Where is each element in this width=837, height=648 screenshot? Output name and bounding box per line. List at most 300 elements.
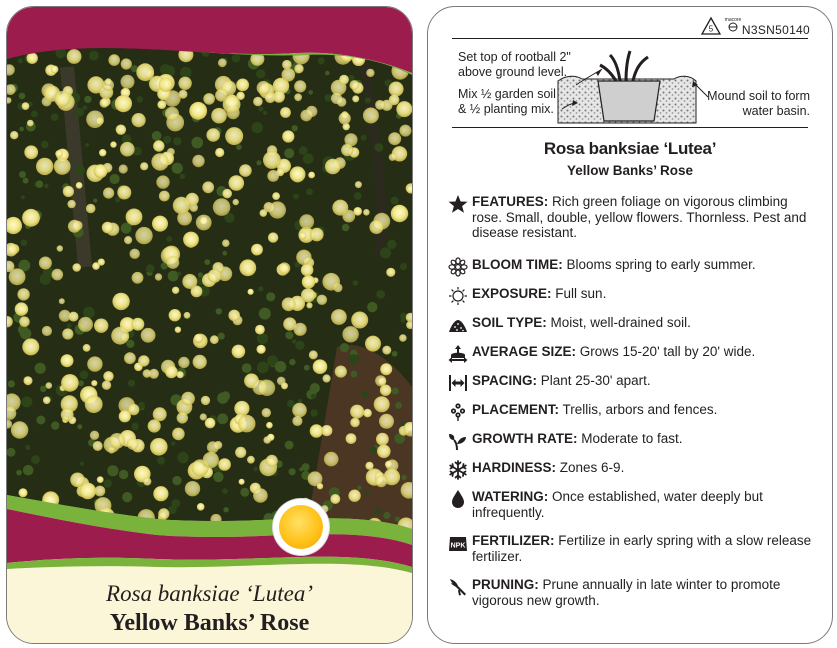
divider-bottom [452, 127, 808, 128]
feature-label: SPACING: [472, 373, 538, 388]
feature-text [472, 431, 820, 447]
rose-bloom [100, 98, 109, 107]
rose-bloom [61, 374, 79, 392]
foliage-speck [173, 137, 181, 145]
rose-bloom [151, 153, 168, 170]
foliage-speck [172, 476, 181, 485]
foliage-speck [35, 363, 46, 374]
feature-text [472, 257, 820, 273]
foliage-speck [292, 125, 298, 131]
rose-bloom [386, 268, 395, 277]
rose-bloom [355, 181, 362, 188]
rose-bloom [253, 488, 268, 503]
foliage-speck [19, 171, 26, 178]
rose-bloom [61, 408, 74, 421]
feature-text [472, 373, 820, 389]
rose-bloom [389, 154, 396, 161]
rose-bloom [181, 392, 195, 406]
foliage-speck [107, 465, 118, 476]
rose-bloom [189, 102, 207, 120]
rose-bloom [239, 164, 252, 177]
rose-bloom [352, 95, 359, 102]
feature-text [472, 286, 820, 302]
foliage-speck [306, 188, 313, 195]
foliage-speck [80, 462, 84, 466]
rose-bloom [102, 79, 114, 91]
rose-bloom [17, 288, 29, 300]
rose-bloom [165, 107, 179, 121]
foliage-speck [21, 239, 28, 246]
foliage-speck [308, 90, 313, 95]
foliage-speck [340, 343, 349, 352]
rootball-note-line1: Set top of rootball 2" [458, 50, 571, 64]
soil-mix-note-line2: & ½ planting mix. [458, 102, 554, 116]
recycle-number: 5 [708, 24, 714, 34]
rose-bloom [299, 214, 314, 229]
rose-bloom [159, 78, 173, 92]
foliage-speck [240, 488, 249, 497]
foliage-speck [275, 361, 286, 372]
rose-bloom [193, 355, 207, 369]
rose-bloom [350, 418, 360, 428]
front-common-name: Yellow Banks’ Rose [109, 610, 310, 636]
rose-bloom [85, 395, 103, 413]
rose-bloom [257, 345, 266, 354]
foliage-speck [257, 333, 268, 344]
foliage-speck [299, 467, 303, 471]
rose-bloom [369, 220, 383, 234]
snowflake-icon [448, 460, 468, 480]
feature-label: PLACEMENT: [472, 402, 559, 417]
feature-value: Once established, water deeply but infrequently. [472, 489, 763, 520]
feature-value: Prune annually in late winter to promote vigorous new growth. [472, 577, 781, 608]
rose-bloom [208, 269, 222, 283]
foliage-speck [137, 96, 143, 102]
rose-bloom [117, 186, 131, 200]
rose-bloom [215, 148, 224, 157]
water-drop-icon [448, 489, 468, 509]
rose-bloom [253, 380, 268, 395]
foliage-speck [374, 508, 381, 515]
rose-bloom [313, 359, 328, 374]
rose-bloom [22, 102, 30, 110]
brand-mark-text: macore [724, 17, 742, 23]
rose-bloom [236, 79, 249, 92]
foliage-speck [392, 351, 398, 357]
foliage-speck [89, 51, 99, 61]
rose-bloom [306, 302, 312, 308]
foliage-speck [222, 488, 228, 494]
rose-bloom [253, 97, 263, 107]
foliage-speck [172, 163, 183, 174]
rose-bloom [280, 107, 291, 118]
sun-icon [448, 286, 468, 306]
rose-bloom [282, 297, 296, 311]
foliage-speck [223, 507, 228, 512]
foliage-speck [311, 394, 316, 399]
rose-bloom [115, 95, 132, 112]
rose-bloom [210, 335, 219, 344]
foliage-speck [104, 479, 112, 487]
foliage-speck [217, 413, 228, 424]
foliage-speck [257, 362, 269, 374]
rose-bloom [108, 54, 120, 66]
rose-bloom [69, 312, 79, 322]
foliage-speck [78, 380, 84, 386]
rose-bloom [54, 91, 70, 107]
foliage-speck [166, 236, 172, 242]
feature-text [472, 577, 820, 608]
rose-bloom [39, 257, 52, 270]
rose-bloom [203, 93, 215, 105]
foliage-speck [128, 380, 135, 387]
front-latin-name: Rosa banksiae ‘Lutea’ [106, 581, 313, 606]
rose-bloom [399, 334, 407, 342]
foliage-speck [36, 416, 45, 425]
foliage-speck [392, 387, 399, 394]
rose-bloom [239, 259, 256, 276]
foliage-speck [131, 423, 139, 431]
rose-bloom [196, 215, 212, 231]
rose-bloom [218, 458, 231, 471]
feature-label: BLOOM TIME: [472, 257, 563, 272]
rose-bloom [36, 158, 53, 175]
foliage-speck [75, 108, 84, 117]
rose-bloom [380, 385, 391, 396]
rose-bloom [54, 158, 71, 175]
foliage-speck [401, 475, 407, 481]
mound-note-line2: water basin. [742, 104, 810, 118]
rose-bloom [57, 245, 63, 251]
rose-bloom [124, 352, 136, 364]
rose-bloom [15, 302, 28, 315]
rose-bloom [103, 371, 113, 381]
foliage-speck [18, 58, 23, 63]
rose-bloom [382, 346, 391, 355]
feature-value: Full sun. [555, 286, 607, 301]
rose-bloom [177, 412, 188, 423]
foliage-speck [400, 263, 407, 270]
rootball-note-line2: above ground level. [458, 65, 568, 79]
rose-bloom [203, 452, 219, 468]
foliage-speck [370, 446, 377, 453]
rose-bloom [263, 151, 281, 169]
rose-bloom [251, 244, 263, 256]
feature-value: Plant 25-30' apart. [540, 373, 651, 388]
rose-bloom [229, 175, 245, 191]
rose-bloom [42, 326, 52, 336]
rose-bloom [24, 376, 33, 385]
rose-bloom [376, 433, 389, 446]
rose-bloom [292, 416, 302, 426]
rose-bloom [153, 486, 168, 501]
foliage-speck [289, 359, 295, 365]
rose-bloom [294, 64, 303, 73]
foliage-speck [258, 286, 263, 291]
foliage-speck [21, 195, 25, 199]
rose-bloom [46, 382, 53, 389]
foliage-speck [357, 486, 361, 490]
rose-bloom [10, 131, 18, 139]
rose-bloom [351, 312, 368, 329]
foliage-speck [391, 197, 399, 205]
rose-bloom [380, 363, 392, 375]
feature-value: Moderate to fast. [581, 431, 683, 446]
foliage-speck [213, 472, 223, 482]
rose-bloom [143, 369, 152, 378]
rose-bloom [152, 216, 168, 232]
rose-bloom [309, 350, 318, 359]
rose-bloom [194, 334, 203, 343]
foliage-speck [171, 441, 175, 445]
foliage-speck [293, 194, 299, 200]
rose-bloom [324, 452, 339, 467]
rose-bloom [70, 473, 85, 488]
rose-bloom [213, 198, 231, 216]
rose-bloom [266, 422, 273, 429]
rose-bloom [76, 182, 83, 189]
rose-bloom [232, 345, 246, 359]
foliage-speck [367, 302, 377, 312]
rose-bloom [19, 488, 28, 497]
feature-value: Zones 6-9. [559, 460, 625, 475]
foliage-speck [289, 468, 296, 475]
rose-bloom [173, 197, 190, 214]
rose-bloom [266, 455, 278, 467]
rose-bloom [363, 108, 379, 124]
rose-bloom [350, 80, 360, 90]
rose-bloom [366, 69, 374, 77]
foliage-speck [258, 106, 263, 111]
rose-bloom [331, 309, 347, 325]
rose-bloom [132, 318, 145, 331]
recycle-icon [700, 16, 722, 38]
rose-bloom [317, 295, 327, 305]
foliage-speck [310, 409, 317, 416]
feature-label: FEATURES: [472, 194, 549, 209]
feature-text [472, 344, 820, 360]
rose-bloom [363, 409, 372, 418]
foliage-speck [83, 105, 88, 110]
rose-bloom [78, 317, 93, 332]
soil-mix-note [458, 87, 556, 117]
foliage-speck [263, 111, 267, 115]
rose-bloom [348, 490, 360, 502]
foliage-speck [31, 455, 40, 464]
foliage-speck [19, 93, 26, 100]
rose-bloom [143, 477, 151, 485]
foliage-speck [177, 452, 188, 463]
rose-bloom [177, 371, 184, 378]
rose-bloom [306, 106, 317, 117]
mound-note [703, 89, 810, 119]
rose-bloom [156, 175, 169, 188]
foliage-speck [157, 457, 165, 465]
rose-bloom [375, 100, 385, 110]
plant-tag-front [6, 6, 413, 644]
rose-bloom [61, 354, 74, 367]
rose-bloom [399, 125, 411, 137]
foliage-speck [23, 465, 34, 476]
rose-bloom [218, 58, 227, 67]
foliage-speck [362, 391, 369, 398]
rose-bloom [157, 100, 166, 109]
rose-bloom [302, 275, 315, 288]
rose-bloom [102, 381, 111, 390]
rose-bloom [337, 97, 347, 107]
foliage-speck [163, 136, 171, 144]
rose-bloom [167, 256, 180, 269]
rose-bloom [172, 287, 179, 294]
rose-bloom [93, 441, 103, 451]
rose-bloom [86, 111, 104, 129]
rose-bloom [59, 298, 65, 304]
rose-bloom [323, 374, 331, 382]
feature-label: GROWTH RATE: [472, 431, 578, 446]
foliage-speck [298, 399, 303, 404]
rose-bloom [296, 250, 311, 265]
rose-bloom [182, 274, 197, 289]
foliage-speck [180, 174, 186, 180]
star-icon [448, 194, 468, 214]
rose-bloom [103, 188, 114, 199]
foliage-speck [44, 184, 49, 189]
feature-label: PRUNING: [472, 577, 539, 592]
rose-bloom [282, 130, 294, 142]
feature-text [472, 533, 820, 564]
feature-text [472, 194, 820, 241]
rose-bloom [155, 273, 162, 280]
rose-bloom [86, 204, 96, 214]
rose-bloom [290, 166, 306, 182]
rose-bloom [22, 338, 39, 355]
rose-bloom [206, 128, 220, 142]
foliage-speck [126, 340, 134, 348]
rose-bloom [268, 232, 278, 242]
rose-bloom [179, 90, 188, 99]
rose-bloom [153, 407, 167, 421]
foliage-speck [365, 97, 371, 103]
rose-bloom [165, 366, 178, 379]
rootball-note [458, 50, 571, 80]
rose-bloom [247, 456, 255, 464]
rose-bloom [211, 108, 227, 124]
rose-bloom [365, 336, 381, 352]
rose-bloom [83, 344, 91, 352]
foliage-speck [16, 470, 22, 476]
rose-bloom [257, 81, 271, 95]
foliage-speck [285, 441, 294, 450]
soil-icon [448, 315, 468, 335]
foliage-speck [21, 396, 32, 407]
rose-bloom [94, 164, 108, 178]
rose-bloom [225, 127, 243, 145]
foliage-speck [75, 165, 85, 175]
plant-tag-back [427, 6, 833, 644]
rose-bloom [339, 75, 349, 85]
rose-bloom [339, 112, 351, 124]
rose-bloom [178, 357, 189, 368]
feature-label: WATERING: [472, 489, 549, 504]
feature-label: AVERAGE SIZE: [472, 344, 577, 359]
rose-bloom [169, 309, 181, 321]
foliage-speck [266, 292, 275, 301]
foliage-speck [122, 492, 132, 502]
foliage-speck [401, 318, 406, 323]
rose-bloom [158, 508, 169, 519]
rose-bloom [330, 494, 340, 504]
foliage-speck [93, 198, 97, 202]
rose-bloom [202, 181, 214, 193]
foliage-speck [110, 174, 120, 184]
foliage-speck [204, 259, 210, 265]
rose-bloom [346, 433, 357, 444]
rose-bloom [375, 475, 387, 487]
foliage-speck [67, 323, 72, 328]
rose-bloom [267, 170, 279, 182]
rose-bloom [377, 445, 391, 459]
rose-bloom [90, 431, 99, 440]
macore-logo [724, 15, 742, 33]
feature-label: SOIL TYPE: [472, 315, 547, 330]
npk-icon [448, 533, 468, 553]
rose-bloom [263, 436, 271, 444]
rose-bloom [51, 66, 59, 74]
rose-bloom [385, 461, 392, 468]
rose-bloom [279, 262, 291, 274]
rose-bloom [140, 162, 148, 170]
feature-value: Fertilize in early spring with a slow release fertilizer. [472, 533, 812, 564]
rose-bloom [132, 272, 144, 284]
rose-bloom [153, 140, 164, 151]
rose-bloom [9, 268, 26, 285]
rose-bloom [197, 503, 205, 511]
rose-bloom [301, 288, 315, 302]
rose-bloom [234, 401, 249, 416]
foliage-speck [77, 424, 82, 429]
foliage-speck [160, 64, 171, 75]
rose-bloom [228, 310, 240, 322]
foliage-speck [222, 251, 227, 256]
rose-bloom [150, 438, 168, 456]
foliage-speck [383, 512, 390, 519]
foliage-speck [375, 143, 384, 152]
rose-bloom [192, 155, 204, 167]
foliage-speck [191, 137, 203, 149]
rose-bloom [255, 325, 265, 335]
rose-bloom [148, 419, 161, 432]
rose-bloom [350, 405, 364, 419]
foliage-speck [152, 131, 162, 141]
rose-bloom [112, 293, 129, 310]
rose-bloom [67, 200, 75, 208]
foliage-speck [19, 127, 24, 132]
foliage-speck [256, 160, 261, 165]
rose-bloom [172, 428, 185, 441]
foliage-speck [51, 421, 59, 429]
rose-bloom [260, 209, 268, 217]
rose-bloom [335, 366, 347, 378]
feature-text [472, 460, 820, 476]
rose-bloom [341, 144, 353, 156]
foliage-speck [354, 192, 362, 200]
foliage-speck [350, 371, 357, 378]
feature-value: Rich green foliage on vigorous climbing rose. Small, double, yellow flowers. Thornless. Pest and disease resistant. [472, 194, 807, 241]
foliage-speck [25, 445, 30, 450]
rose-bloom [98, 259, 105, 266]
rose-bloom [111, 327, 129, 345]
rose-bloom [109, 433, 125, 449]
